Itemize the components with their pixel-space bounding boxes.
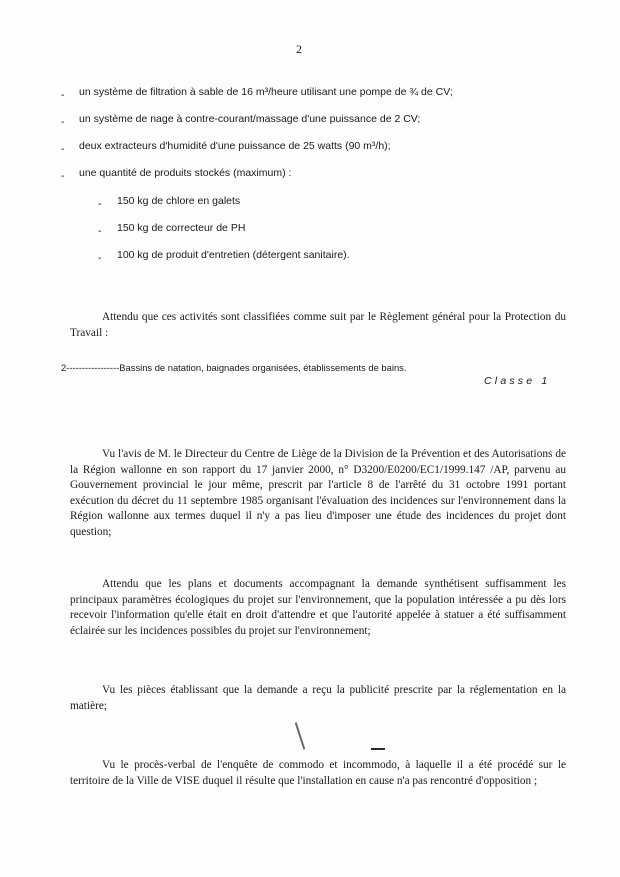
bullet-marker: - (61, 116, 65, 128)
pieces-text: Vu les pièces établissant que la demande a reçu la publicité prescrite par la réglementation en la matière; (70, 684, 566, 712)
bullet-marker: - (61, 89, 65, 101)
paragraph-plans (70, 577, 566, 639)
paragraph-enquete (70, 758, 566, 789)
stored-product-chlore: 150 kg de chlore en galets (117, 195, 241, 207)
classification-line: 2-----------------Bassins de natation, baignades organisées, établissements de bains. (61, 362, 407, 373)
plans-text: Attendu que les plans et documents accompagnant la demande synthétisent suffisamment les principaux paramètres écologiques du projet sur l'environnement, que la population intéressée a pu dès lors recevoir l'information qu'elle était en droit d'attendre et que l'autorité appelée à statuer a été suffisamment éclairée sur les incidences possibles du projet sur l'environnement; (70, 578, 566, 637)
equipment-item-filtration: un système de filtration à sable de 16 m³/heure utilisant une pompe de ¾ de CV; (79, 86, 453, 98)
equipment-item-extracteurs: deux extracteurs d'humidité d'une puissance de 25 watts (90 m³/h); (79, 140, 391, 152)
bullet-marker: - (61, 143, 65, 155)
bullet-marker: - (61, 170, 65, 182)
scan-mark (371, 748, 385, 750)
classe-label: Classe 1 (484, 375, 551, 387)
page-number: 2 (296, 42, 302, 56)
enquete-text: Vu le procès-verbal de l'enquête de commodo et incommodo, à laquelle il a été procédé sur le territoire de la Ville de VISE duquel il résulte que l'installation en cause n'a pas rencontré d'opposition ; (70, 759, 566, 787)
bullet-marker: - (98, 225, 102, 237)
paragraph-classification-intro (70, 310, 566, 341)
bullet-marker: - (98, 198, 102, 210)
equipment-item-nage: un système de nage à contre-courant/massage d'une puissance de 2 CV; (79, 113, 421, 125)
paragraph-avis (70, 447, 566, 540)
stored-product-entretien: 100 kg de produit d'entretien (détergent sanitaire). (117, 249, 350, 261)
scan-mark (295, 722, 305, 749)
paragraph-pieces (70, 683, 566, 714)
equipment-item-produits: une quantité de produits stockés (maximum) : (79, 167, 292, 179)
classification-intro-text: Attendu que ces activités sont classifiées comme suit par le Règlement général pour la Protection du Travail : (70, 311, 566, 339)
stored-product-correcteur: 150 kg de correcteur de PH (117, 222, 246, 234)
avis-text: Vu l'avis de M. le Directeur du Centre de Liège de la Division de la Prévention et des Autorisations de la Région wallonne en son rapport du 17 janvier 2000, n° D3200/E0200/EC1/1999.147 /AP, parvenu au Gouvernement provincial le jour même, prescrit par l'article 8 de l'arrêté du 31 octobre 1991 portant exécution du décret du 11 septembre 1985 organisant l'évaluation des incidences sur l'environnement dans la Région wallonne aux termes duquel il n'y a pas lieu d'imposer une étude des incidences du projet dont question; (70, 448, 566, 538)
bullet-marker: - (98, 252, 102, 264)
